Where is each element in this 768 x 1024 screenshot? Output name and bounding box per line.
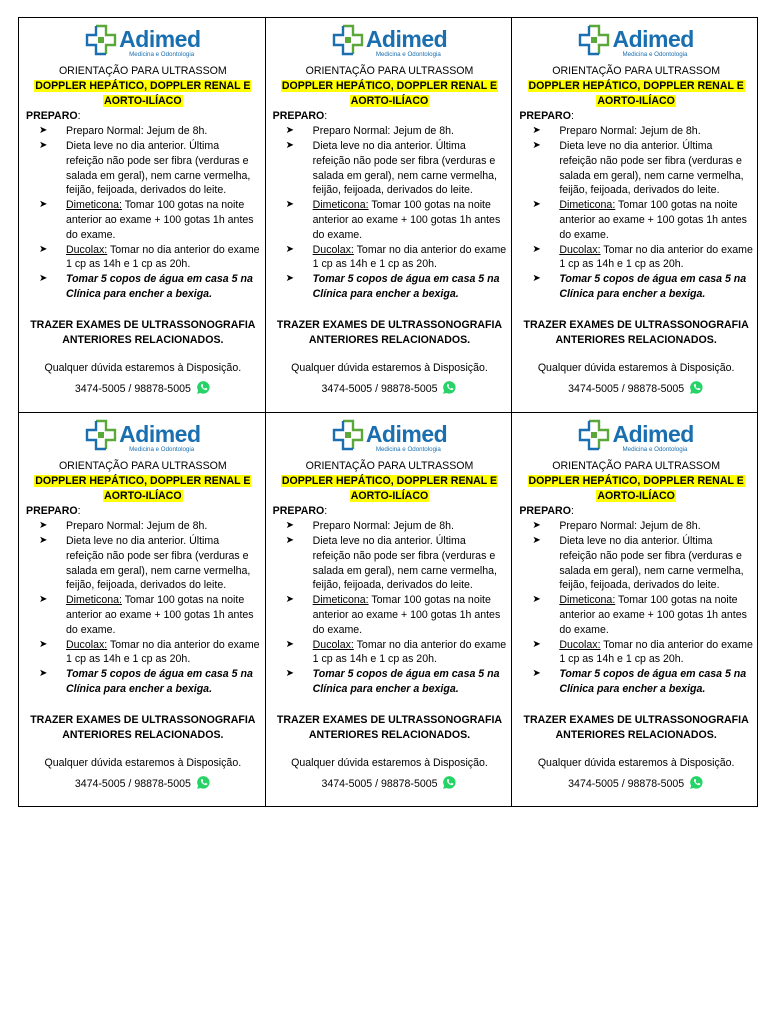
trazer-line1: TRAZER EXAMES DE ULTRASSONOGRAFIA (276, 318, 503, 331)
adimed-logo (26, 22, 260, 62)
list-item (519, 519, 753, 534)
list-item (26, 638, 260, 668)
arrowhead-bullet-icon: ➤ (532, 594, 541, 606)
arrowhead-bullet-icon: ➤ (285, 534, 295, 546)
preparo-list (26, 519, 260, 697)
trazer-exames-note (273, 318, 507, 348)
item-ducolax-label: Ducolax: (559, 638, 601, 651)
logo-subtitle: Medicina e Odontologia (129, 50, 195, 58)
preparo-colon: : (570, 505, 574, 518)
item-dimeticona-text: Tomar 100 gotas na noite anterior ao exame + 100 gotas 1h antes do exame. (312, 199, 501, 241)
exam-subtitle (26, 79, 260, 109)
exam-subtitle (273, 474, 507, 504)
whatsapp-icon (689, 775, 704, 790)
medical-cross-logo-icon (578, 24, 610, 60)
item-ducolax-text: Tomar no dia anterior do exame 1 cp as 14h e 1 cp as 20h. (559, 638, 753, 666)
item-dimeticona-text: Tomar 100 gotas na noite anterior ao exame + 100 gotas 1h antes do exame. (66, 199, 254, 241)
item-agua: Tomar 5 copos de água em casa 5 na Clínica para encher a bexiga. (312, 668, 500, 695)
logo-name: Adimed (119, 420, 201, 447)
item-dimeticona-label: Dimeticona: (312, 594, 369, 607)
preparo-colon: : (77, 505, 81, 518)
trazer-line2: ANTERIORES RELACIONADOS. (62, 333, 224, 346)
trazer-exames-note (26, 713, 260, 743)
item-ducolax-text: Tomar no dia anterior do exame 1 cp as 14h e 1 cp as 20h. (559, 243, 753, 271)
item-dimeticona-label: Dimeticona: (66, 199, 122, 212)
arrowhead-bullet-icon: ➤ (39, 638, 48, 650)
item-normal: Preparo Normal: Jejum de 8h. (66, 125, 208, 138)
list-item (519, 667, 753, 697)
exam-subtitle-line2: AORTO-ILÍACO (597, 94, 675, 107)
logo-subtitle: Medicina e Odontologia (622, 50, 688, 58)
arrowhead-bullet-icon: ➤ (39, 139, 48, 151)
logo-name: Adimed (365, 420, 448, 447)
whatsapp-icon (196, 380, 211, 395)
arrowhead-bullet-icon: ➤ (532, 139, 541, 151)
item-dimeticona-label: Dimeticona: (559, 594, 616, 607)
item-ducolax-text: Tomar no dia anterior do exame 1 cp as 14h e 1 cp as 20h. (66, 638, 260, 666)
whatsapp-icon (442, 775, 457, 790)
exam-subtitle (519, 79, 753, 109)
preparo-colon: : (324, 505, 328, 518)
list-item (519, 593, 753, 637)
preparo-colon: : (324, 110, 328, 123)
preparo-list (519, 519, 753, 697)
item-ducolax-label: Ducolax: (312, 243, 354, 256)
item-dimeticona-text: Tomar 100 gotas na noite anterior ao exame + 100 gotas 1h antes do exame. (559, 594, 747, 636)
item-normal: Preparo Normal: Jejum de 8h. (312, 520, 454, 533)
item-dieta: Dieta leve no dia anterior. Última refeição não pode ser fibra (verduras e salada em geral), nem carne vermelha, feijão, feijoada, derivados do leite. (66, 139, 251, 197)
item-dimeticona-label: Dimeticona: (559, 199, 616, 212)
trazer-exames-note (519, 318, 753, 348)
whatsapp-icon (689, 380, 704, 395)
card-title: ORIENTAÇÃO PARA ULTRASSOM (305, 65, 474, 77)
phone-numbers (26, 775, 260, 792)
phone-text: 3474-5005 / 98878-5005 (321, 778, 438, 791)
card-title: ORIENTAÇÃO PARA ULTRASSOM (58, 460, 227, 472)
arrowhead-bullet-icon: ➤ (532, 638, 541, 650)
phone-numbers (26, 380, 260, 397)
arrowhead-bullet-icon: ➤ (285, 638, 295, 650)
list-item (519, 534, 753, 593)
item-agua: Tomar 5 copos de água em casa 5 na Clínica para encher a bexiga. (66, 273, 253, 300)
medical-cross-logo-icon (332, 419, 364, 455)
whatsapp-icon (196, 775, 211, 790)
trazer-line2: ANTERIORES RELACIONADOS. (308, 333, 471, 346)
exam-subtitle-line1: DOPPLER HEPÁTICO, DOPPLER RENAL E (35, 79, 251, 92)
list-item (273, 519, 507, 534)
list-item (26, 667, 260, 697)
item-normal: Preparo Normal: Jejum de 8h. (559, 125, 701, 138)
medical-cross-logo-icon (85, 24, 117, 60)
list-item (273, 124, 507, 139)
item-dieta: Dieta leve no dia anterior. Última refeição não pode ser fibra (verduras e salada em geral), nem carne vermelha, feijão, feijoada, derivados do leite. (66, 534, 251, 592)
list-item (273, 534, 507, 593)
preparo-label: PREPARO (26, 505, 78, 518)
arrowhead-bullet-icon: ➤ (285, 139, 295, 151)
list-item (519, 638, 753, 668)
list-item (519, 243, 753, 273)
item-ducolax-label: Ducolax: (66, 243, 108, 256)
contact-note: Qualquer dúvida estaremos à Disposição. (44, 362, 242, 375)
list-item (273, 667, 507, 697)
logo-subtitle: Medicina e Odontologia (622, 445, 688, 453)
list-item (26, 519, 260, 534)
preparo-heading (26, 109, 260, 124)
list-item (273, 593, 507, 637)
item-dimeticona-label: Dimeticona: (66, 594, 122, 607)
item-normal: Preparo Normal: Jejum de 8h. (66, 520, 208, 533)
preparo-heading (273, 504, 507, 519)
arrowhead-bullet-icon: ➤ (39, 199, 48, 211)
trazer-exames-note (273, 713, 507, 743)
item-agua: Tomar 5 copos de água em casa 5 na Clínica para encher a bexiga. (66, 668, 253, 695)
trazer-exames-note (26, 318, 260, 348)
preparo-list (273, 519, 507, 697)
item-dimeticona-text: Tomar 100 gotas na noite anterior ao exame + 100 gotas 1h antes do exame. (66, 594, 254, 636)
item-ducolax-label: Ducolax: (66, 638, 108, 651)
list-item (26, 272, 260, 302)
exam-subtitle-line2: AORTO-ILÍACO (597, 489, 675, 502)
phone-text: 3474-5005 / 98878-5005 (568, 778, 685, 791)
preparo-heading (519, 109, 753, 124)
preparo-list (273, 124, 507, 302)
trazer-line1: TRAZER EXAMES DE ULTRASSONOGRAFIA (30, 713, 256, 726)
arrowhead-bullet-icon: ➤ (285, 594, 295, 606)
exam-subtitle-line1: DOPPLER HEPÁTICO, DOPPLER RENAL E (281, 474, 498, 487)
preparo-label: PREPARO (519, 110, 571, 123)
arrowhead-bullet-icon: ➤ (532, 199, 541, 211)
item-dimeticona-label: Dimeticona: (312, 199, 369, 212)
item-dimeticona-text: Tomar 100 gotas na noite anterior ao exame + 100 gotas 1h antes do exame. (312, 594, 501, 636)
exam-subtitle-line1: DOPPLER HEPÁTICO, DOPPLER RENAL E (35, 474, 251, 487)
logo-name: Adimed (365, 25, 448, 52)
exam-subtitle-line1: DOPPLER HEPÁTICO, DOPPLER RENAL E (528, 474, 744, 487)
logo-name: Adimed (612, 25, 694, 52)
card-title: ORIENTAÇÃO PARA ULTRASSOM (305, 460, 474, 472)
adimed-logo (26, 417, 260, 457)
arrowhead-bullet-icon: ➤ (532, 243, 541, 255)
flyer-sheet (18, 17, 758, 807)
logo-subtitle: Medicina e Odontologia (375, 50, 441, 58)
exam-subtitle (273, 79, 507, 109)
trazer-line2: ANTERIORES RELACIONADOS. (62, 728, 224, 741)
whatsapp-icon (442, 380, 457, 395)
list-item (26, 534, 260, 593)
preparo-label: PREPARO (272, 505, 325, 518)
item-ducolax-text: Tomar no dia anterior do exame 1 cp as 14h e 1 cp as 20h. (66, 243, 260, 271)
preparo-colon: : (77, 110, 81, 123)
arrowhead-bullet-icon: ➤ (532, 125, 541, 137)
exam-subtitle-line1: DOPPLER HEPÁTICO, DOPPLER RENAL E (528, 79, 744, 92)
item-agua: Tomar 5 copos de água em casa 5 na Clínica para encher a bexiga. (559, 668, 747, 695)
item-agua: Tomar 5 copos de água em casa 5 na Clínica para encher a bexiga. (559, 273, 747, 300)
contact-note: Qualquer dúvida estaremos à Disposição. (291, 757, 488, 770)
exam-subtitle-line2: AORTO-ILÍACO (104, 94, 182, 107)
preparo-list (519, 124, 753, 302)
arrowhead-bullet-icon: ➤ (39, 125, 48, 137)
medical-cross-logo-icon (85, 419, 117, 455)
list-item (26, 243, 260, 273)
preparo-colon: : (570, 110, 574, 123)
item-normal: Preparo Normal: Jejum de 8h. (559, 520, 701, 533)
arrowhead-bullet-icon: ➤ (285, 125, 295, 137)
arrowhead-bullet-icon: ➤ (39, 243, 48, 255)
item-dieta: Dieta leve no dia anterior. Última refeição não pode ser fibra (verduras e salada em geral), nem carne vermelha, feijão, feijoada, derivados do leite. (312, 139, 497, 197)
instruction-card (512, 18, 759, 412)
arrowhead-bullet-icon: ➤ (285, 668, 295, 680)
logo-subtitle: Medicina e Odontologia (375, 445, 441, 453)
instruction-card (19, 18, 266, 412)
list-item (273, 198, 507, 242)
preparo-label: PREPARO (26, 110, 78, 123)
adimed-logo (273, 22, 507, 62)
adimed-logo (519, 417, 753, 457)
trazer-exames-note (519, 713, 753, 743)
contact-note: Qualquer dúvida estaremos à Disposição. (537, 362, 735, 375)
preparo-heading (273, 109, 507, 124)
contact-note: Qualquer dúvida estaremos à Disposição. (44, 757, 242, 770)
phone-numbers (519, 775, 753, 792)
exam-subtitle (519, 474, 753, 504)
logo-name: Adimed (612, 420, 694, 447)
trazer-line1: TRAZER EXAMES DE ULTRASSONOGRAFIA (523, 713, 749, 726)
card-title: ORIENTAÇÃO PARA ULTRASSOM (58, 65, 227, 77)
item-ducolax-text: Tomar no dia anterior do exame 1 cp as 14h e 1 cp as 20h. (312, 638, 507, 666)
trazer-line1: TRAZER EXAMES DE ULTRASSONOGRAFIA (30, 318, 256, 331)
card-title: ORIENTAÇÃO PARA ULTRASSOM (552, 65, 721, 77)
arrowhead-bullet-icon: ➤ (285, 520, 295, 532)
item-ducolax-label: Ducolax: (312, 638, 354, 651)
phone-text: 3474-5005 / 98878-5005 (568, 383, 685, 396)
instruction-card (266, 413, 513, 807)
exam-subtitle-line2: AORTO-ILÍACO (104, 489, 182, 502)
list-item (519, 198, 753, 242)
logo-name: Adimed (119, 25, 201, 52)
exam-subtitle-line2: AORTO-ILÍACO (350, 94, 429, 107)
trazer-line1: TRAZER EXAMES DE ULTRASSONOGRAFIA (523, 318, 749, 331)
arrowhead-bullet-icon: ➤ (39, 520, 48, 532)
phone-text: 3474-5005 / 98878-5005 (74, 778, 191, 791)
arrowhead-bullet-icon: ➤ (39, 668, 48, 680)
arrowhead-bullet-icon: ➤ (285, 273, 295, 285)
item-normal: Preparo Normal: Jejum de 8h. (312, 125, 454, 138)
preparo-heading (519, 504, 753, 519)
list-item (26, 124, 260, 139)
list-item (519, 124, 753, 139)
list-item (519, 139, 753, 198)
item-agua: Tomar 5 copos de água em casa 5 na Clínica para encher a bexiga. (312, 273, 500, 300)
list-item (273, 139, 507, 198)
exam-subtitle (26, 474, 260, 504)
list-item (273, 638, 507, 668)
trazer-line1: TRAZER EXAMES DE ULTRASSONOGRAFIA (276, 713, 503, 726)
exam-subtitle-line1: DOPPLER HEPÁTICO, DOPPLER RENAL E (281, 79, 498, 92)
arrowhead-bullet-icon: ➤ (39, 273, 48, 285)
list-item (273, 243, 507, 273)
contact-note: Qualquer dúvida estaremos à Disposição. (291, 362, 488, 375)
adimed-logo (273, 417, 507, 457)
instruction-card (19, 413, 266, 807)
phone-numbers (273, 380, 507, 397)
adimed-logo (519, 22, 753, 62)
arrowhead-bullet-icon: ➤ (532, 273, 541, 285)
phone-text: 3474-5005 / 98878-5005 (74, 383, 191, 396)
medical-cross-logo-icon (578, 419, 610, 455)
list-item (519, 272, 753, 302)
arrowhead-bullet-icon: ➤ (532, 534, 541, 546)
arrowhead-bullet-icon: ➤ (532, 520, 541, 532)
phone-numbers (519, 380, 753, 397)
item-dimeticona-text: Tomar 100 gotas na noite anterior ao exame + 100 gotas 1h antes do exame. (559, 199, 747, 241)
trazer-line2: ANTERIORES RELACIONADOS. (308, 728, 471, 741)
logo-subtitle: Medicina e Odontologia (129, 445, 195, 453)
arrowhead-bullet-icon: ➤ (532, 668, 541, 680)
preparo-label: PREPARO (519, 505, 571, 518)
preparo-label: PREPARO (272, 110, 325, 123)
item-ducolax-label: Ducolax: (559, 243, 601, 256)
list-item (26, 139, 260, 198)
item-dieta: Dieta leve no dia anterior. Última refeição não pode ser fibra (verduras e salada em geral), nem carne vermelha, feijão, feijoada, derivados do leite. (312, 534, 497, 592)
medical-cross-logo-icon (332, 24, 364, 60)
instruction-card (512, 413, 759, 807)
trazer-line2: ANTERIORES RELACIONADOS. (555, 728, 717, 741)
contact-note: Qualquer dúvida estaremos à Disposição. (537, 757, 735, 770)
phone-numbers (273, 775, 507, 792)
item-dieta: Dieta leve no dia anterior. Última refeição não pode ser fibra (verduras e salada em geral), nem carne vermelha, feijão, feijoada, derivados do leite. (559, 139, 744, 197)
phone-text: 3474-5005 / 98878-5005 (321, 383, 438, 396)
list-item (26, 198, 260, 242)
instruction-card (266, 18, 513, 412)
exam-subtitle-line2: AORTO-ILÍACO (350, 489, 429, 502)
arrowhead-bullet-icon: ➤ (285, 199, 295, 211)
trazer-line2: ANTERIORES RELACIONADOS. (555, 333, 717, 346)
preparo-heading (26, 504, 260, 519)
arrowhead-bullet-icon: ➤ (39, 594, 48, 606)
item-dieta: Dieta leve no dia anterior. Última refeição não pode ser fibra (verduras e salada em geral), nem carne vermelha, feijão, feijoada, derivados do leite. (559, 534, 744, 592)
preparo-list (26, 124, 260, 302)
list-item (273, 272, 507, 302)
arrowhead-bullet-icon: ➤ (39, 534, 48, 546)
arrowhead-bullet-icon: ➤ (285, 243, 295, 255)
card-title: ORIENTAÇÃO PARA ULTRASSOM (552, 460, 721, 472)
item-ducolax-text: Tomar no dia anterior do exame 1 cp as 14h e 1 cp as 20h. (312, 243, 507, 271)
list-item (26, 593, 260, 637)
